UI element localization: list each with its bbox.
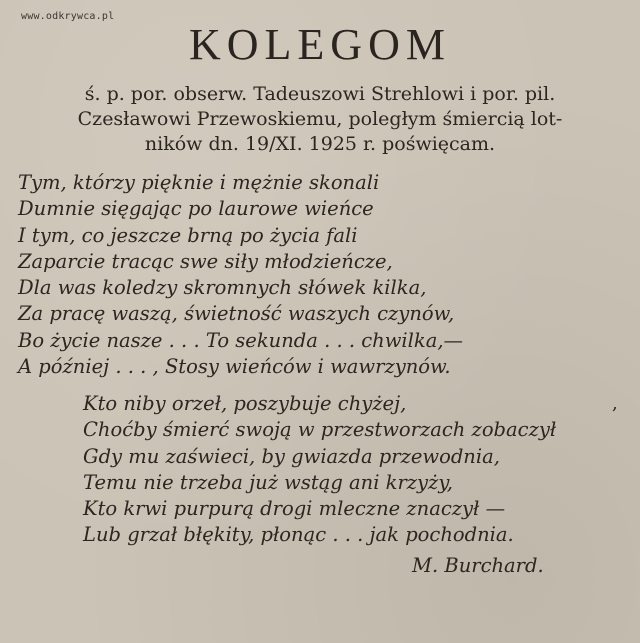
poem-line: A później . . . , Stosy wieńców i wawrzynów. — [18, 355, 451, 379]
poem-title: KOLEGOM — [189, 20, 451, 69]
poem-stanza-1 — [18, 170, 463, 380]
watermark-text: www.odkrywca.pl — [21, 11, 115, 22]
poem-line: Temu nie trzeba już wstąg ani krzyży, — [83, 470, 453, 494]
poem-line: Lub grzał błękity, płonąc . . . jak pochodnia. — [83, 523, 514, 547]
dedication-line: ników dn. 19/XI. 1925 r. poświęcam. — [144, 133, 496, 155]
poem-line: Tym, którzy pięknie i mężnie skonali — [18, 171, 380, 194]
poem-line: Dla was koledzy skromnych słówek kilka, — [18, 276, 427, 300]
stray-punctuation: , — [612, 393, 618, 414]
dedication-line: ś. p. por. obserw. Tadeuszowi Strehlowi i por. pil. — [84, 83, 556, 105]
poem-line: Za pracę waszą, świetność waszych czynów, — [18, 302, 455, 326]
poem-stanza-2 — [83, 391, 556, 549]
dedication-block — [12, 82, 628, 157]
dedication-line: Czesławowi Przewoskiemu, poległym śmiercią lot- — [77, 108, 563, 130]
poem-line: I tym, co jeszcze brną po życia fali — [18, 223, 358, 247]
poem-line: Bo życie nasze . . . To sekunda . . . chwilka,— — [18, 328, 464, 352]
poem-line: Choćby śmierć swoją w przestworzach zobaczył — [83, 418, 557, 442]
poem-line: Zaparcie tracąc swe siły młodzieńcze, — [18, 249, 393, 273]
poem-line: Kto niby orzeł, poszybuje chyżej, — [83, 392, 407, 415]
author-signature: M. Burchard. — [412, 554, 544, 577]
poem-line: Kto krwi purpurą drogi mleczne znaczył — — [83, 497, 506, 521]
poem-line: Gdy mu zaświeci, by gwiazda przewodnia, — [83, 444, 500, 468]
poem-line: Dumnie sięgając po laurowe wieńce — [18, 197, 374, 221]
